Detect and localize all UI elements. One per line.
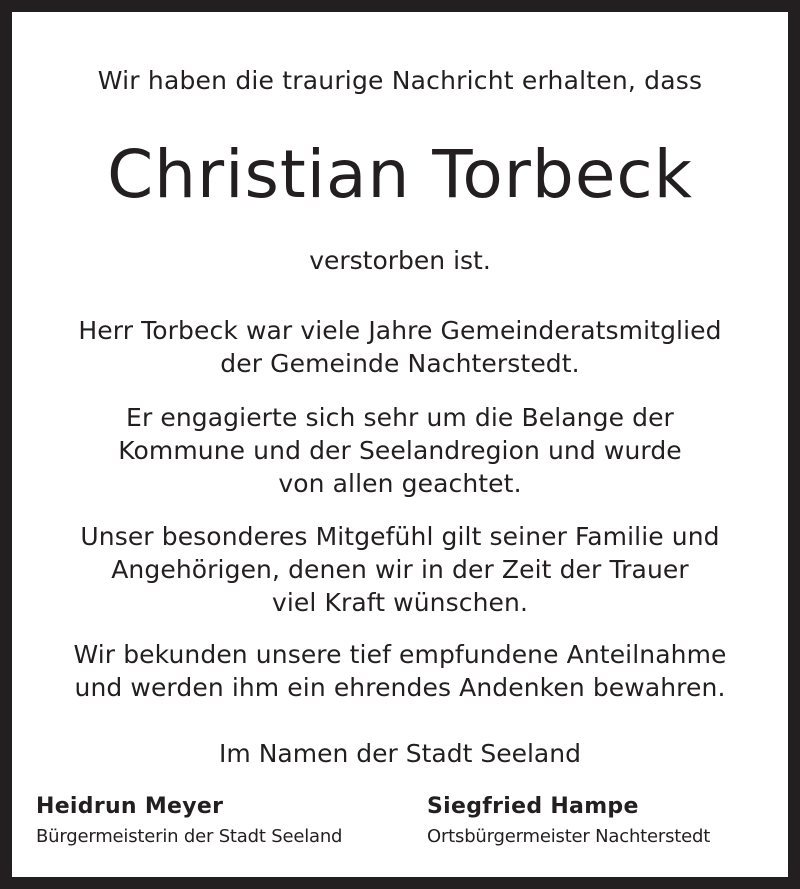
- paragraph-line: Kommune und der Seelandregion und wurde: [118, 436, 682, 465]
- signature-block-local-mayor: [427, 792, 710, 852]
- paragraph-line: und werden ihm ein ehrendes Andenken bewahren.: [74, 673, 726, 702]
- signature-block-mayor: [36, 792, 342, 852]
- paragraph-line: Unser besonderes Mitgefühl gilt seiner Familie und: [80, 522, 720, 551]
- deceased-text: verstorben ist.: [309, 246, 491, 275]
- signatory-name: Siegfried Hampe: [427, 794, 639, 819]
- paragraph-line: Wir bekunden unsere tief empfundene Anteilnahme: [73, 640, 727, 669]
- paragraph-engagement: [12, 401, 788, 500]
- paragraph-line: Angehörigen, denen wir in der Zeit der Trauer: [111, 555, 689, 584]
- signatory-name: Heidrun Meyer: [36, 794, 224, 819]
- deceased-name: Christian Torbeck: [107, 136, 693, 213]
- paragraph-line: viel Kraft wünschen.: [271, 588, 529, 617]
- on-behalf-text: Im Namen der Stadt Seeland: [219, 739, 581, 768]
- paragraph-line: Er engagierte sich sehr um die Belange der: [126, 403, 674, 432]
- paragraph-line: von allen geachtet.: [278, 469, 522, 498]
- intro-text: Wir haben die traurige Nachricht erhalten, dass: [97, 66, 703, 95]
- paragraph-sympathy: [12, 520, 788, 619]
- paragraph-line: der Gemeinde Nachterstedt.: [220, 349, 580, 378]
- signatory-title: Ortsbürgermeister Nachterstedt: [427, 826, 711, 847]
- paragraph-line: Herr Torbeck war viele Jahre Gemeinderatsmitglied: [78, 316, 722, 345]
- signatory-title: Bürgermeisterin der Stadt Seeland: [36, 826, 343, 847]
- paragraph-condolence: [12, 638, 788, 704]
- paragraph-council-member: [12, 314, 788, 380]
